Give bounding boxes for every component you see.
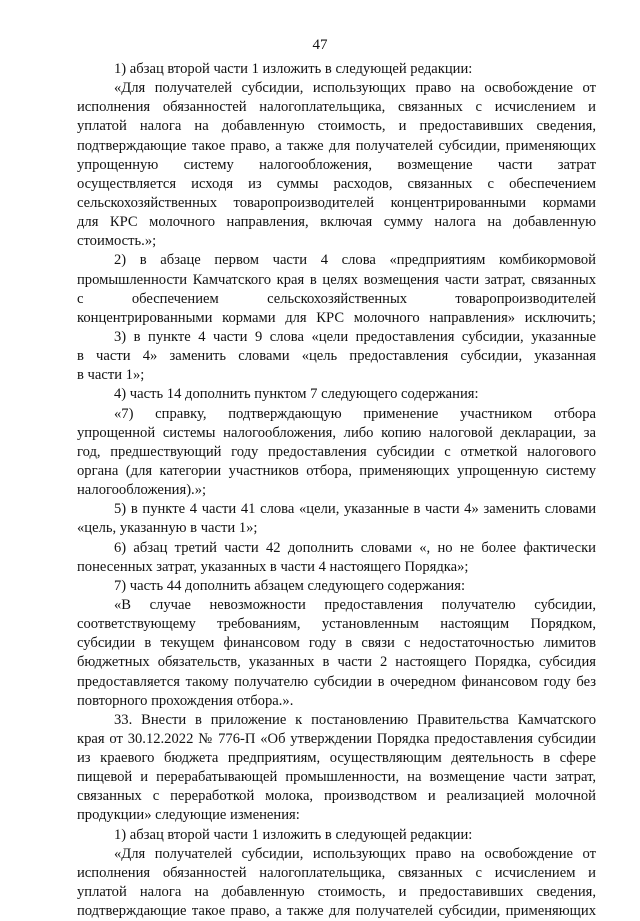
text-line: 3) в пункте 4 части 9 слова «цели предоставления субсидии, указанные [114,328,596,345]
text-line: год, предшествующий году предоставления субсидии с отметкой налогового [77,443,596,460]
text-line: упрощенную систему налогообложения, возмещение части затрат [77,156,596,173]
text-line: предоставляется такому получателю субсидии в очередном финансовом году без [77,673,596,690]
text-line: сельскохозяйственных товаропроизводителей концентрированными кормами [77,194,596,211]
text-line: органа (для категории участников отбора, применяющих упрощенную систему [77,462,596,479]
text-line: «В случае невозможности предоставления получателю субсидии, [114,596,596,613]
text-line: 1) абзац второй части 1 изложить в следующей редакции: [114,826,473,843]
text-line: исполнения обязанностей налогоплательщика, связанных с исчислением и [77,864,596,881]
text-line: уплатой налога на добавленную стоимость, и предоставивших сведения, [77,884,596,901]
text-line: в части 1»; [77,367,145,384]
text-line: исполнения обязанностей налогоплательщика, связанных с исчислением и [77,99,596,116]
text-line: для КРС молочного направления, включая сумму налога на добавленную [77,214,596,231]
text-line: продукции» следующие изменения: [77,807,300,824]
text-line: 6) абзац третий части 42 дополнить словами «, но не более фактически [114,539,596,556]
text-line: 33. Внести в приложение к постановлению Правительства Камчатского [114,711,596,728]
text-line: пищевой и перерабатывающей промышленности, на возмещение части затрат, [77,769,596,786]
document-body [77,60,596,921]
text-line: края от 30.12.2022 № 776-П «Об утверждении Порядка предоставления субсидии [77,730,596,747]
text-line: стоимость.»; [77,233,157,250]
text-line: 1) абзац второй части 1 изложить в следующей редакции: [114,61,473,77]
text-line: «Для получателей субсидии, использующих право на освобождение от [114,845,596,862]
text-line: соответствующему требованиям, установленным настоящим Порядком, [77,616,596,633]
text-line: повторного прохождения отбора.». [77,692,294,709]
text-line: бюджетных обязательств, указанных в части 2 настоящего Порядка, субсидия [77,654,596,671]
text-line: связанных с переработкой молока, производством и реализацией молочной [77,788,596,805]
text-line: подтверждающие такое право, а также для получателей субсидии, применяющих [77,137,596,154]
text-line: понесенных затрат, указанных в части 4 настоящего Порядка»; [77,558,469,575]
text-line: налогообложения).»; [77,482,207,499]
text-line: концентрированными кормами для КРС молочного направления» исключить; [77,309,596,326]
text-line: «цель, указанную в части 1»; [77,520,258,537]
text-line: с обеспечением сельскохозяйственных товаропроизводителей [77,290,596,307]
text-line: 2) в абзаце первом части 4 слова «предприятиям комбикормовой [114,252,596,269]
text-line: осуществляется исходя из суммы расходов, связанных с обеспечением [77,175,596,192]
text-line: 7) часть 44 дополнить абзацем следующего содержания: [114,577,466,594]
text-line: упрощенной системы налогообложения, либо копию налоговой декларации, за [77,424,596,441]
text-line: субсидии в текущем финансовом году в связи с недостаточностью лимитов [77,635,596,652]
text-line: в части 4» заменить словами «цель предоставления субсидии, указанная [77,348,596,365]
text-line: уплатой налога на добавленную стоимость, и предоставивших сведения, [77,118,596,135]
text-line: 5) в пункте 4 части 41 слова «цели, указанные в части 4» заменить словами [114,501,596,518]
text-line: «Для получателей субсидии, использующих право на освобождение от [114,80,596,97]
text-line: подтверждающие такое право, а также для получателей субсидии, применяющих [77,903,596,920]
text-line: промышленности Камчатского края в целях возмещения части затрат, связанных [77,271,596,288]
text-line: из краевого бюджета предприятиям, осуществляющим деятельность в сфере [77,750,596,767]
text-line: 4) часть 14 дополнить пунктом 7 следующего содержания: [114,386,479,403]
text-line: «7) справку, подтверждающую применение участником отбора [114,405,596,422]
page-number: 47 [312,37,328,53]
